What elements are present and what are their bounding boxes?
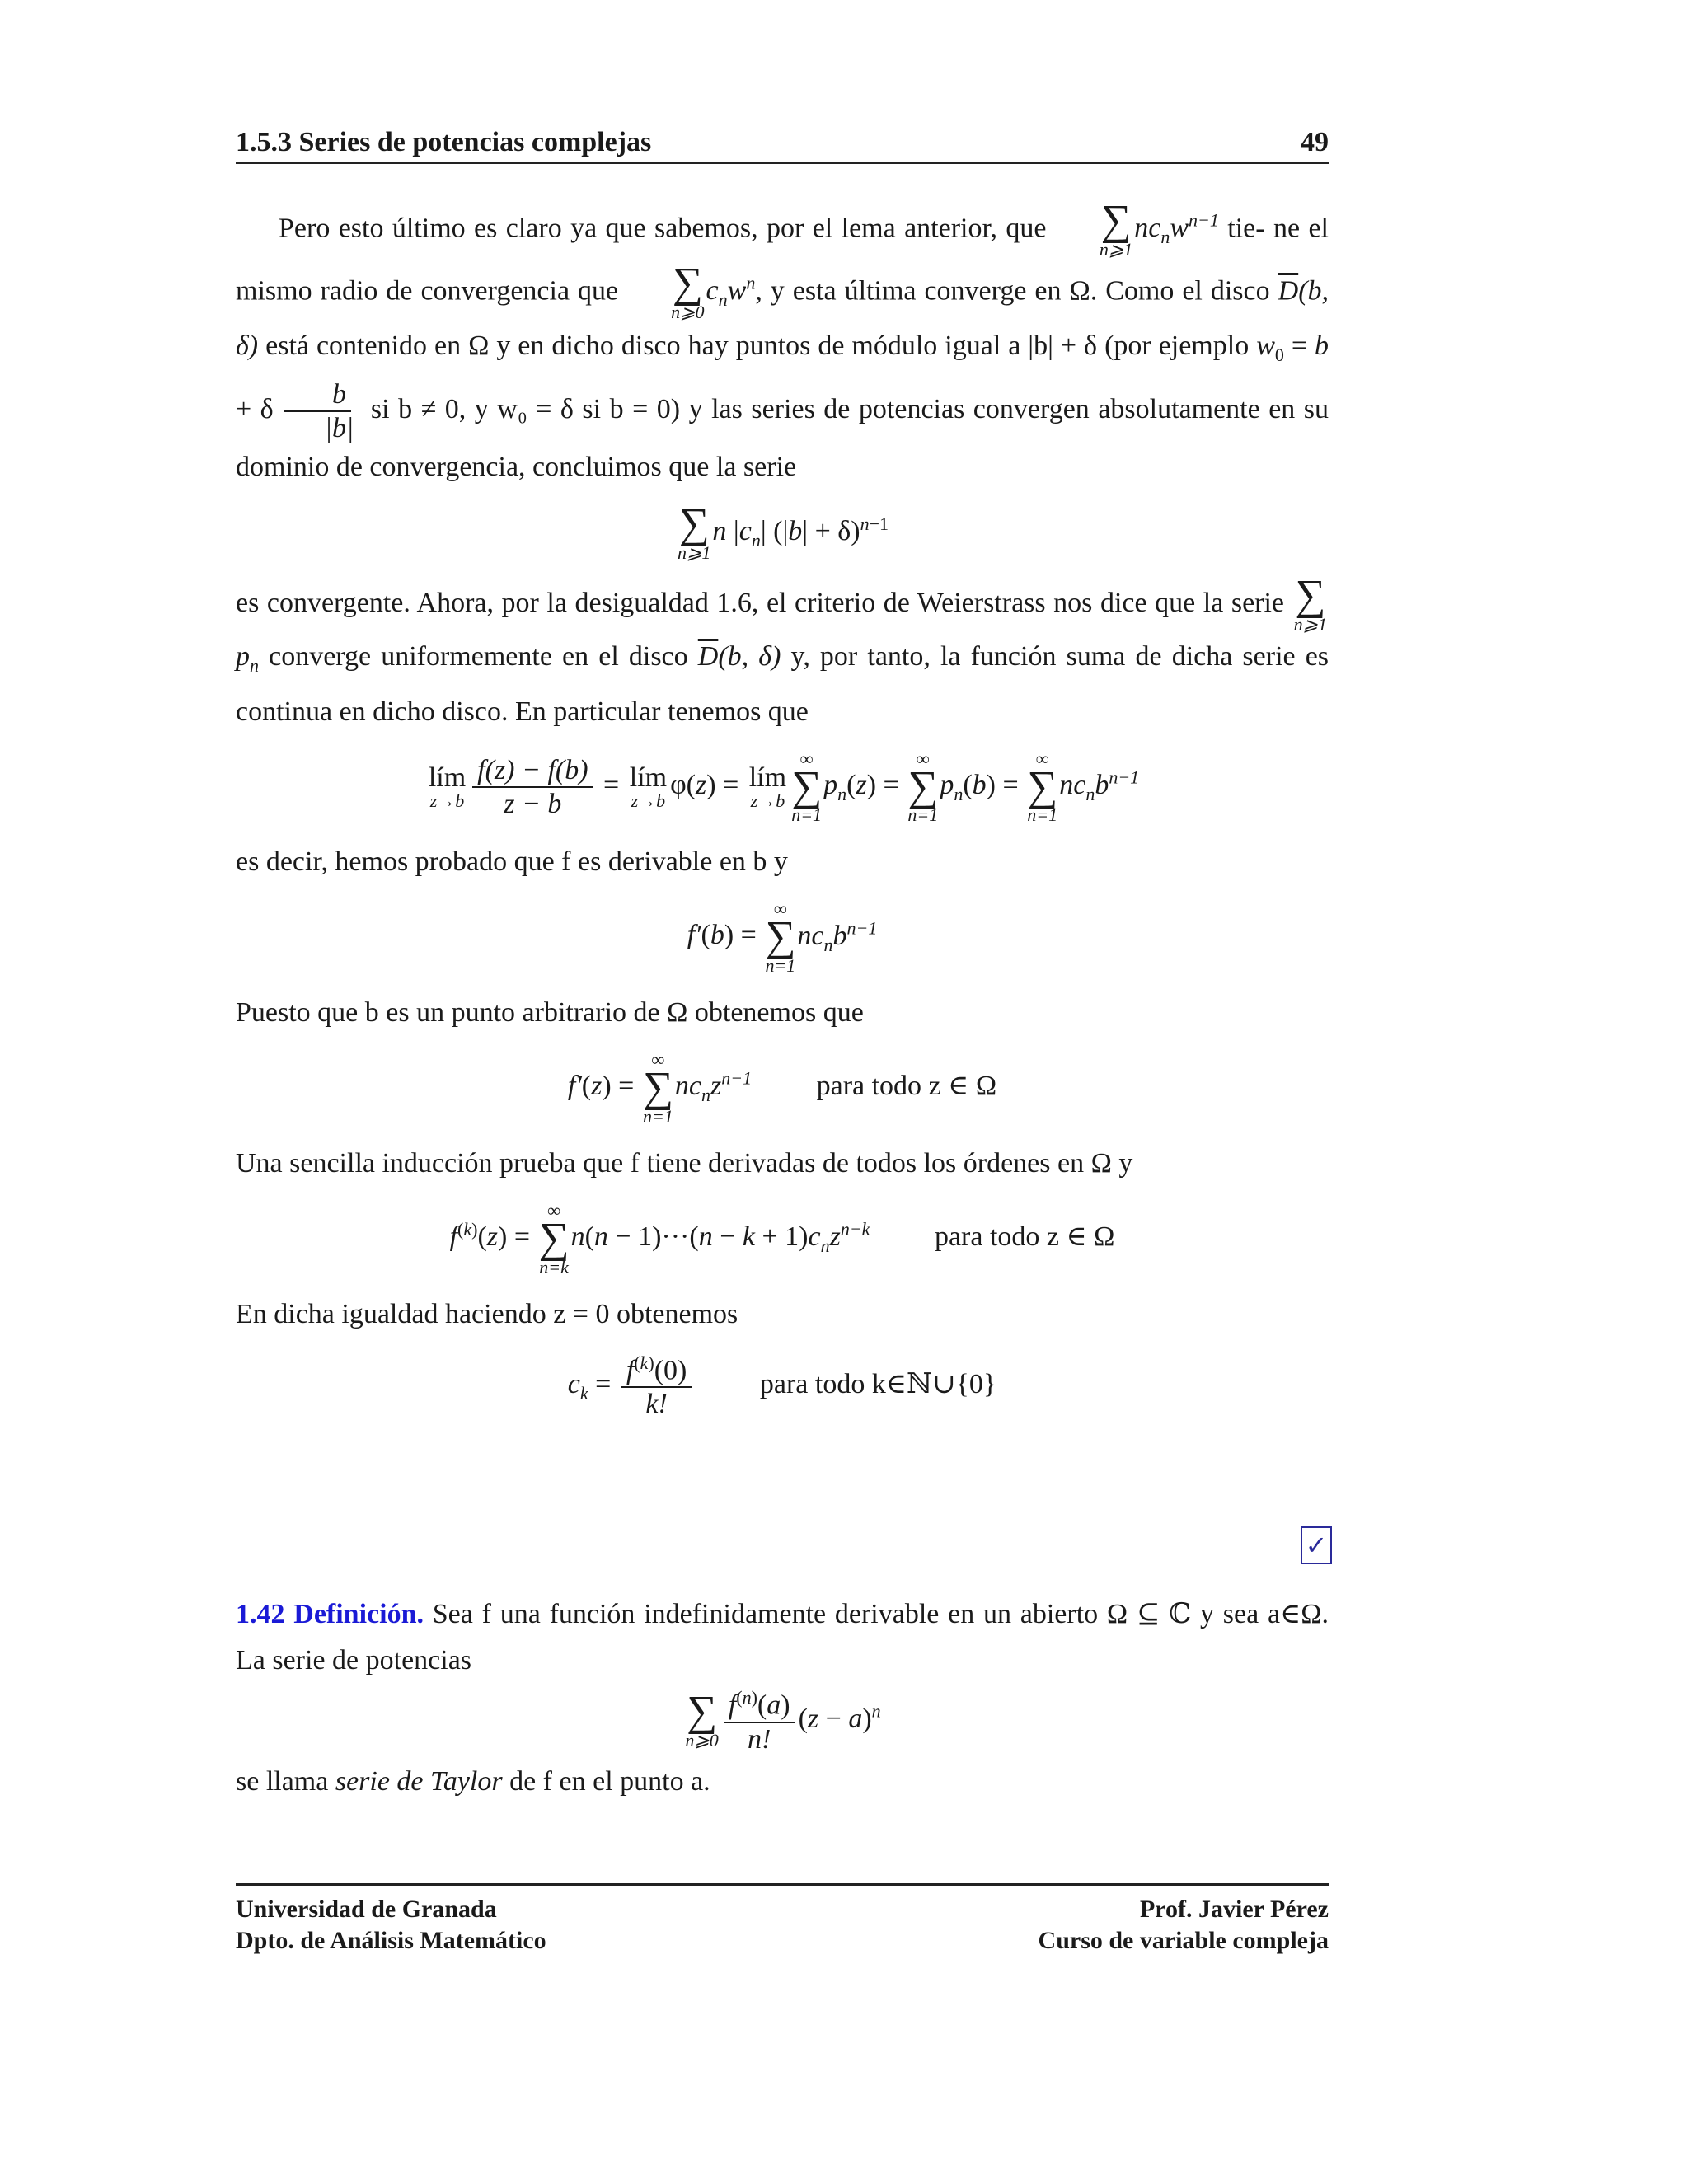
page-header	[236, 124, 1329, 164]
footer-divider	[236, 1883, 1329, 1886]
equation-taylor-series: ∑ n⩾0 $\frac{f^{(n)}(a)}{n!}$ $(z - a)^n$	[685, 1687, 881, 1755]
footer-left: Universidad de Granada Dpto. de Análisis Matemático	[236, 1896, 546, 1954]
equation-derivative-z: f′(z) = ∞ ∑ n=1 $nc_nz^{n-1}$ para todo z ∈ Ω	[567, 1049, 997, 1127]
paragraph-5: Una sencilla inducción prueba que f tiene derivadas de todos los órdenes en Ω y	[236, 1148, 1133, 1179]
equation-series-abs: ∑ n⩾1 n $|c_n|$ $(|b| + \delta)^{n-1}$	[677, 500, 889, 564]
equation-coefficient: $c_k$ = $\frac{f^{(k)}(0)}{k!}$ para todo k∈ℕ∪{0}	[567, 1352, 997, 1420]
paragraph-6: En dicha igualdad haciendo z = 0 obtenemos	[236, 1298, 738, 1329]
equation-kth-derivative: $f^{(k)}(z)$ = ∞ ∑ n=k $n(n - 1)\cdot\cdot\cdot(n - k + 1)c_nz^{n-k}$ para todo z ∈ Ω	[449, 1200, 1115, 1277]
footer-right: Prof. Javier Pérez Curso de variable compleja	[1038, 1896, 1329, 1954]
paragraph-3: es decir, hemos probado que f es derivable en b y	[236, 846, 788, 878]
equation-derivative-b: f′(b) = ∞ ∑ n=1 $nc_nb^{n-1}$	[687, 898, 878, 977]
page-body	[236, 198, 1329, 1805]
definition-label: 1.42 Definición.	[236, 1599, 424, 1630]
equation-limit: lím z→b $\frac{f(z) - f(b)}{z - b}$ = lím z→b φ(z) = lím z→b ∞ ∑ n=1 $p_n(z)$ = ∞ ∑ n=1 $p_n(b)$ = ∞ ∑ n=1 $nc_nb^{n-1}$	[428, 748, 1140, 826]
paragraph-2: es convergente. Ahora, por la desigualdad 1.6, el criterio de Weierstrass nos dice que la serie ∑ n⩾1 $p_n$ converge uniformemente en el disco $\overline{D}(b$, δ) y, por tanto, la función suma de dicha serie es continua en dicho disco. En particular tenemos que	[236, 572, 1329, 727]
definition-1-42: 1.42 Definición. Sea f una función indefinidamente derivable en un abierto Ω ⊆ ℂ y sea a∈Ω. La serie de potencias	[236, 1599, 1329, 1676]
section-title: 1.5.3 Series de potencias complejas	[236, 127, 652, 157]
definition-conclusion: se llama serie de Taylor de f en el punto a.	[236, 1765, 710, 1797]
paragraph-4: Puesto que b es un punto arbitrario de Ω obtenemos que	[236, 997, 864, 1029]
qed-checkbox-icon: ✓	[1301, 1526, 1332, 1564]
page-number: 49	[1301, 127, 1329, 157]
paragraph-1: Pero esto último es claro ya que sabemos, por el lema anterior, que ∑ n⩾1 $nc_nw^{n-1}$ tie- ne el mismo radio de convergencia que ∑ n⩾0 $c_nw^n$, y esta última converge en Ω. Como el disco $\overline{D}(b$, δ) está contenido en Ω y en dicho disco hay puntos de módulo igual a |b| + δ (por ejemplo $w_0 = b + \delta$ $\frac{b}{|b|}$ si b ≠ 0, y w₀ = δ si b = 0) y las series de potencias convergen absolutamente en su dominio de convergencia, concluimos que la serie	[236, 197, 1329, 483]
